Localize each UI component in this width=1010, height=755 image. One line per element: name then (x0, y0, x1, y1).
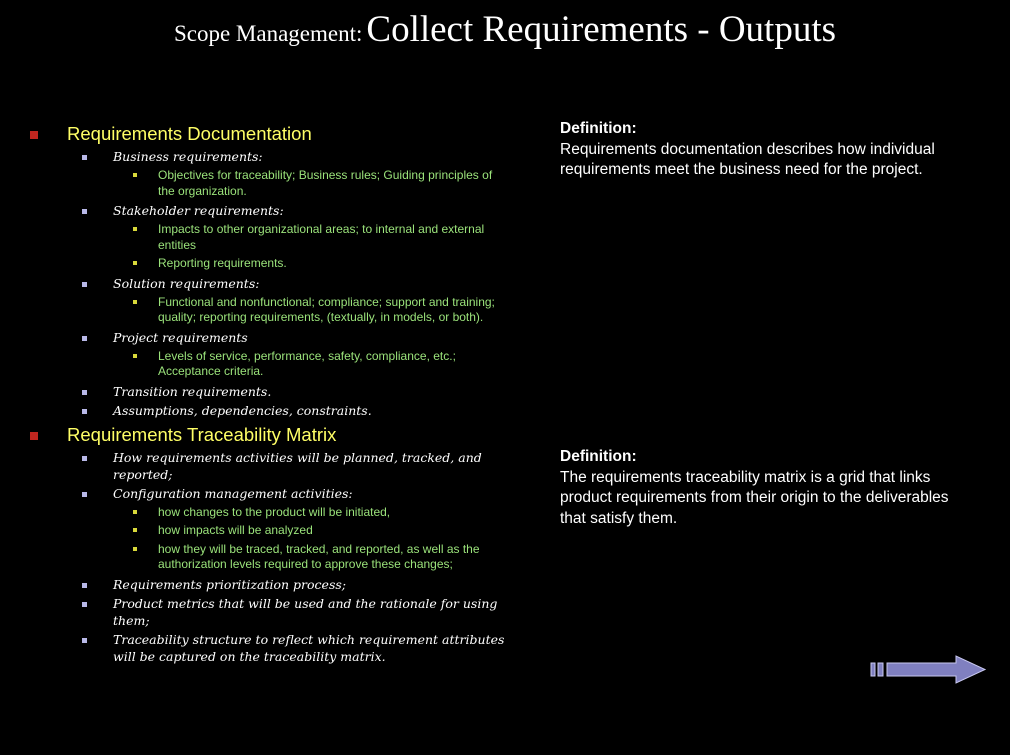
sub-list-item-text: how impacts will be analyzed (158, 523, 313, 537)
bullet-square-icon (82, 336, 87, 341)
sub-list-item-text: Functional and nonfunctional; compliance; support and training; quality; reporting requirements, (textually, in models, or both). (158, 294, 495, 324)
sub-list-item (113, 168, 508, 199)
section-heading: Requirements Traceability Matrix (67, 423, 337, 445)
section-heading: Requirements Documentation (67, 123, 312, 144)
definition-traceability-matrix (560, 447, 960, 529)
bullet-square-icon (133, 354, 137, 358)
list-item-text: Transition requirements. (113, 383, 272, 399)
bullet-square-icon (82, 456, 87, 461)
list-item (67, 402, 508, 419)
bullet-square-icon (30, 432, 38, 440)
bullet-square-icon (133, 300, 137, 304)
sub-list-item-text: how they will be traced, tracked, and reported, as well as the authorization levels required to approve these changes; (158, 541, 480, 571)
list-item-text: How requirements activities will be planned, tracked, and reported; (113, 449, 482, 482)
sub-list-item (113, 505, 508, 521)
list-item (67, 275, 508, 326)
bullet-square-icon (82, 155, 87, 160)
definition-text: The requirements traceability matrix is a grid that links product requirements from their origin to the deliverables that satisfy them. (560, 468, 949, 527)
list-item-text: Traceability structure to reflect which requirement attributes will be captured on the traceability matrix. (113, 631, 505, 664)
section-requirements-documentation (28, 122, 508, 419)
list-item (67, 202, 508, 272)
bullet-square-icon (133, 528, 137, 532)
list-item (67, 148, 508, 199)
slide-title-prefix: Scope Management: (173, 21, 363, 46)
bullet-square-icon (82, 638, 87, 643)
sub-list-item-text: Impacts to other organizational areas; to internal and external entities (158, 222, 485, 252)
list-item-text: Project requirements (113, 329, 248, 345)
slide-title-main: Collect Requirements - Outputs (366, 9, 837, 50)
bullet-square-icon (133, 173, 137, 177)
bullet-square-icon (82, 602, 87, 607)
bullet-square-icon (82, 492, 87, 497)
next-arrow-icon (870, 655, 988, 685)
bullet-square-icon (133, 227, 137, 231)
list-item (67, 329, 508, 380)
bullet-square-icon (82, 583, 87, 588)
sub-list-item (113, 295, 508, 326)
list-item-text: Product metrics that will be used and the rationale for using them; (113, 595, 498, 628)
list-item-text: Solution requirements: (113, 275, 260, 291)
sub-list-item (113, 523, 508, 539)
sub-list-item-text: Levels of service, performance, safety, compliance, etc.; Acceptance criteria. (158, 348, 456, 378)
list-item (67, 485, 508, 573)
outline-list (28, 122, 508, 669)
definition-documentation (560, 119, 960, 181)
list-item-text: Business requirements: (113, 149, 263, 164)
list-item (67, 595, 508, 629)
list-item-text: Assumptions, dependencies, constraints. (113, 402, 372, 418)
sub-list-item-text: how changes to the product will be initiated, (158, 504, 391, 519)
list-item-text: Stakeholder requirements: (113, 203, 284, 218)
list-item (67, 576, 508, 593)
bullet-square-icon (133, 547, 137, 551)
sub-list-item (113, 222, 508, 253)
list-item (67, 631, 508, 665)
bullet-square-icon (133, 261, 137, 265)
definition-label: Definition: (560, 448, 637, 465)
bullet-square-icon (82, 390, 87, 395)
sub-list-item (113, 349, 508, 380)
bullet-square-icon (133, 510, 137, 514)
bullet-square-icon (82, 209, 87, 214)
bullet-square-icon (82, 282, 87, 287)
next-slide-button[interactable] (870, 655, 988, 685)
bullet-square-icon (30, 131, 38, 139)
slide-title (0, 8, 1010, 51)
section-requirements-traceability-matrix (28, 423, 508, 665)
bullet-square-icon (82, 409, 87, 414)
sub-list-item (113, 542, 508, 573)
sub-list-item-text: Reporting requirements. (158, 256, 287, 270)
sub-list-item-text: Objectives for traceability; Business rules; Guiding principles of the organization. (158, 168, 493, 198)
list-item (67, 383, 508, 400)
list-item-text: Configuration management activities: (113, 485, 353, 501)
list-item-text: Requirements prioritization process; (113, 576, 346, 592)
list-item (67, 449, 508, 483)
definition-label: Definition: (560, 120, 637, 137)
sub-list-item (113, 256, 508, 272)
definition-text: Requirements documentation describes how individual requirements meet the business need for the project. (560, 140, 935, 178)
